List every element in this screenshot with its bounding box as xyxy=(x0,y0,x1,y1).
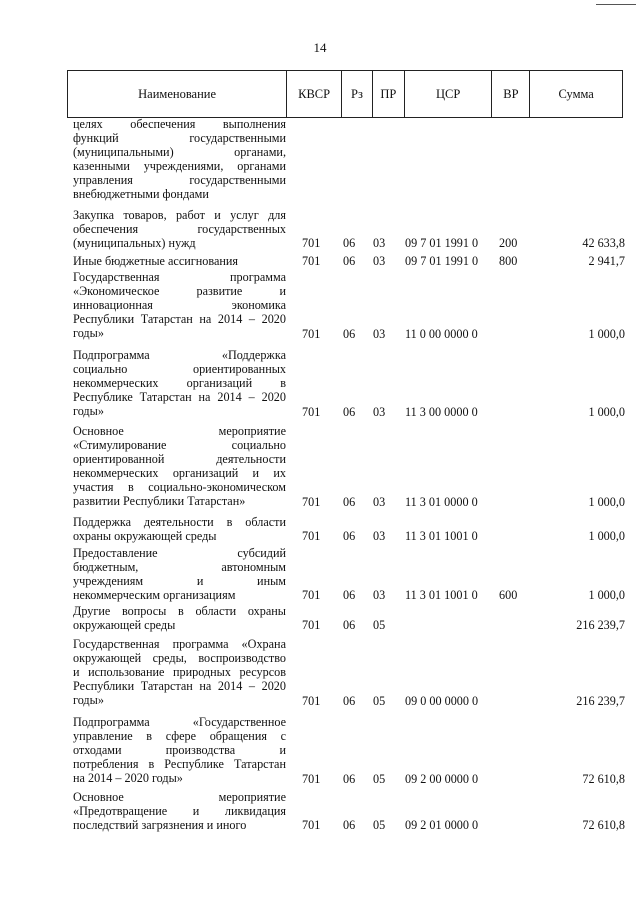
row-name-line: Республики Татарстан на 2014 – 2020 xyxy=(73,679,286,694)
row-name xyxy=(73,637,286,707)
row-name-line: функций государственными xyxy=(73,131,286,146)
cell-rz: 06 xyxy=(343,588,356,603)
row-name-line: последствий загрязнения и иного xyxy=(73,818,247,833)
row-name-line: потребления в Республике Татарстан xyxy=(73,757,286,772)
cell-pr: 03 xyxy=(373,529,386,544)
cell-sum: 216 239,7 xyxy=(576,693,625,708)
cell-csr: 09 7 01 1991 0 xyxy=(405,254,479,269)
cell-csr: 11 0 00 0000 0 xyxy=(405,326,478,341)
row-name xyxy=(73,515,286,543)
row-name xyxy=(73,424,286,509)
cell-sum: 72 610,8 xyxy=(582,818,625,833)
cell-sum: 1 000,0 xyxy=(588,326,625,341)
header-rz: Рз xyxy=(342,71,373,117)
cell-sum: 1 000,0 xyxy=(588,529,625,544)
cell-kvsr: 701 xyxy=(302,618,321,633)
row-name-line: учреждениям и иным xyxy=(73,574,286,589)
cell-pr: 03 xyxy=(373,494,386,509)
table-row xyxy=(73,515,625,543)
cell-kvsr: 701 xyxy=(302,818,321,833)
cell-rz: 06 xyxy=(343,404,356,419)
page-number: 14 xyxy=(313,40,327,55)
scan-edge-line xyxy=(596,4,636,5)
row-name-line: Иные бюджетные ассигнования xyxy=(73,254,239,268)
row-name-line: бюджетным, автономным xyxy=(73,560,286,575)
table-row xyxy=(73,604,625,632)
table-row xyxy=(73,790,625,832)
cell-vr: 600 xyxy=(499,588,518,603)
cell-csr: 11 3 00 0000 0 xyxy=(405,404,478,419)
cell-pr: 03 xyxy=(373,404,386,419)
row-name-line: участия в социально-экономическом xyxy=(73,480,286,495)
cell-rz: 06 xyxy=(343,494,356,509)
row-name-line: Подпрограмма «Поддержка xyxy=(73,348,286,362)
row-name xyxy=(73,208,286,250)
cell-kvsr: 701 xyxy=(302,494,321,509)
row-name-line: охраны окружающей среды xyxy=(73,529,217,544)
cell-rz: 06 xyxy=(343,771,356,786)
cell-kvsr: 701 xyxy=(302,236,321,251)
table-row xyxy=(73,254,625,268)
row-name xyxy=(73,604,286,632)
row-name-line: Закупка товаров, работ и услуг для xyxy=(73,208,286,222)
row-name-line: (муниципальными) органами, xyxy=(73,145,286,160)
row-name-line: Республике Татарстан на 2014 – 2020 xyxy=(73,390,286,405)
cell-sum: 1 000,0 xyxy=(588,494,625,509)
header-vr: ВР xyxy=(492,71,530,117)
cell-rz: 06 xyxy=(343,236,356,251)
row-name-line: казенными учреждениями, органами xyxy=(73,159,286,174)
row-name-line: «Экономическое развитие и xyxy=(73,284,286,299)
row-name xyxy=(73,270,286,340)
cell-rz: 06 xyxy=(343,254,356,269)
row-name-line: (муниципальных) нужд xyxy=(73,236,196,251)
row-name-line: обеспечения государственных xyxy=(73,222,286,237)
row-name-line: инновационная экономика xyxy=(73,298,286,313)
table-row xyxy=(73,424,625,509)
row-name xyxy=(73,715,286,785)
row-name-line: Другие вопросы в области охраны xyxy=(73,604,286,618)
cell-sum: 2 941,7 xyxy=(588,254,625,269)
cell-csr: 09 2 00 0000 0 xyxy=(405,771,479,786)
cell-sum: 72 610,8 xyxy=(582,771,625,786)
cell-csr: 11 3 01 0000 0 xyxy=(405,494,478,509)
row-name xyxy=(73,348,286,418)
row-name xyxy=(73,790,286,832)
header-csr: ЦСР xyxy=(405,71,493,117)
row-name-line: окружающей среды, воспроизводство xyxy=(73,651,286,666)
table-row xyxy=(73,117,625,202)
cell-rz: 06 xyxy=(343,529,356,544)
cell-pr: 05 xyxy=(373,818,386,833)
cell-pr: 05 xyxy=(373,771,386,786)
cell-pr: 05 xyxy=(373,693,386,708)
row-name-line: внебюджетными фондами xyxy=(73,187,209,202)
row-name-line: Основное мероприятие xyxy=(73,790,286,804)
row-name-line: окружающей среды xyxy=(73,618,176,633)
cell-csr: 09 7 01 1991 0 xyxy=(405,236,479,251)
cell-kvsr: 701 xyxy=(302,529,321,544)
table-row xyxy=(73,637,625,708)
cell-pr: 03 xyxy=(373,326,386,341)
table-header xyxy=(67,70,623,118)
cell-csr: 09 2 01 0000 0 xyxy=(405,818,479,833)
row-name-line: Государственная программа «Охрана xyxy=(73,637,286,651)
table-row xyxy=(73,715,625,786)
row-name-line: некоммерческим организациям xyxy=(73,588,236,603)
row-name-line: Подпрограмма «Государственное xyxy=(73,715,286,729)
cell-csr: 09 0 00 0000 0 xyxy=(405,693,479,708)
row-name-line: развитии Республики Татарстан» xyxy=(73,494,246,509)
row-name xyxy=(73,546,286,602)
cell-kvsr: 701 xyxy=(302,693,321,708)
row-name-line: Предоставление субсидий xyxy=(73,546,286,560)
row-name-line: социально ориентированных xyxy=(73,362,286,377)
row-name-line: Основное мероприятие xyxy=(73,424,286,438)
cell-rz: 06 xyxy=(343,326,356,341)
cell-vr: 200 xyxy=(499,236,518,251)
row-name xyxy=(73,117,286,202)
row-name-line: отходами производства и xyxy=(73,743,286,758)
row-name-line: «Стимулирование социально xyxy=(73,438,286,453)
row-name-line: годы» xyxy=(73,404,104,419)
row-name-line: управления государственными xyxy=(73,173,286,188)
cell-kvsr: 701 xyxy=(302,254,321,269)
cell-pr: 03 xyxy=(373,254,386,269)
table-row xyxy=(73,348,625,419)
row-name-line: годы» xyxy=(73,693,104,708)
header-kvsr: КВСР xyxy=(287,71,342,117)
cell-pr: 05 xyxy=(373,618,386,633)
cell-sum: 216 239,7 xyxy=(576,618,625,633)
row-name xyxy=(73,254,286,268)
cell-pr: 03 xyxy=(373,236,386,251)
cell-rz: 06 xyxy=(343,818,356,833)
header-sum: Сумма xyxy=(558,86,594,101)
cell-vr: 800 xyxy=(499,254,518,269)
cell-sum: 42 633,8 xyxy=(582,236,625,251)
row-name-line: некоммерческих организаций и их xyxy=(73,466,286,481)
row-name-line: некоммерческих организаций в xyxy=(73,376,286,391)
cell-kvsr: 701 xyxy=(302,404,321,419)
header-name: Наименование xyxy=(68,71,287,117)
cell-csr: 11 3 01 1001 0 xyxy=(405,529,478,544)
cell-kvsr: 701 xyxy=(302,588,321,603)
row-name-line: годы» xyxy=(73,326,104,341)
row-name-line: управление в сфере обращения с xyxy=(73,729,286,744)
table-row xyxy=(73,208,625,250)
cell-sum: 1 000,0 xyxy=(588,588,625,603)
cell-kvsr: 701 xyxy=(302,771,321,786)
table-row xyxy=(73,270,625,341)
row-name-line: на 2014 – 2020 годы» xyxy=(73,771,183,786)
cell-pr: 03 xyxy=(373,588,386,603)
row-name-line: целях обеспечения выполнения xyxy=(73,117,286,131)
header-pr: ПР xyxy=(373,71,405,117)
row-name-line: и использование природных ресурсов xyxy=(73,665,286,680)
row-name-line: «Предотвращение и ликвидация xyxy=(73,804,286,819)
cell-rz: 06 xyxy=(343,693,356,708)
row-name-line: Государственная программа xyxy=(73,270,286,284)
cell-kvsr: 701 xyxy=(302,326,321,341)
table-row xyxy=(73,546,625,602)
cell-csr: 11 3 01 1001 0 xyxy=(405,588,478,603)
cell-sum: 1 000,0 xyxy=(588,404,625,419)
row-name-line: ориентированной деятельности xyxy=(73,452,286,467)
row-name-line: Республики Татарстан на 2014 – 2020 xyxy=(73,312,286,327)
cell-rz: 06 xyxy=(343,618,356,633)
row-name-line: Поддержка деятельности в области xyxy=(73,515,286,529)
